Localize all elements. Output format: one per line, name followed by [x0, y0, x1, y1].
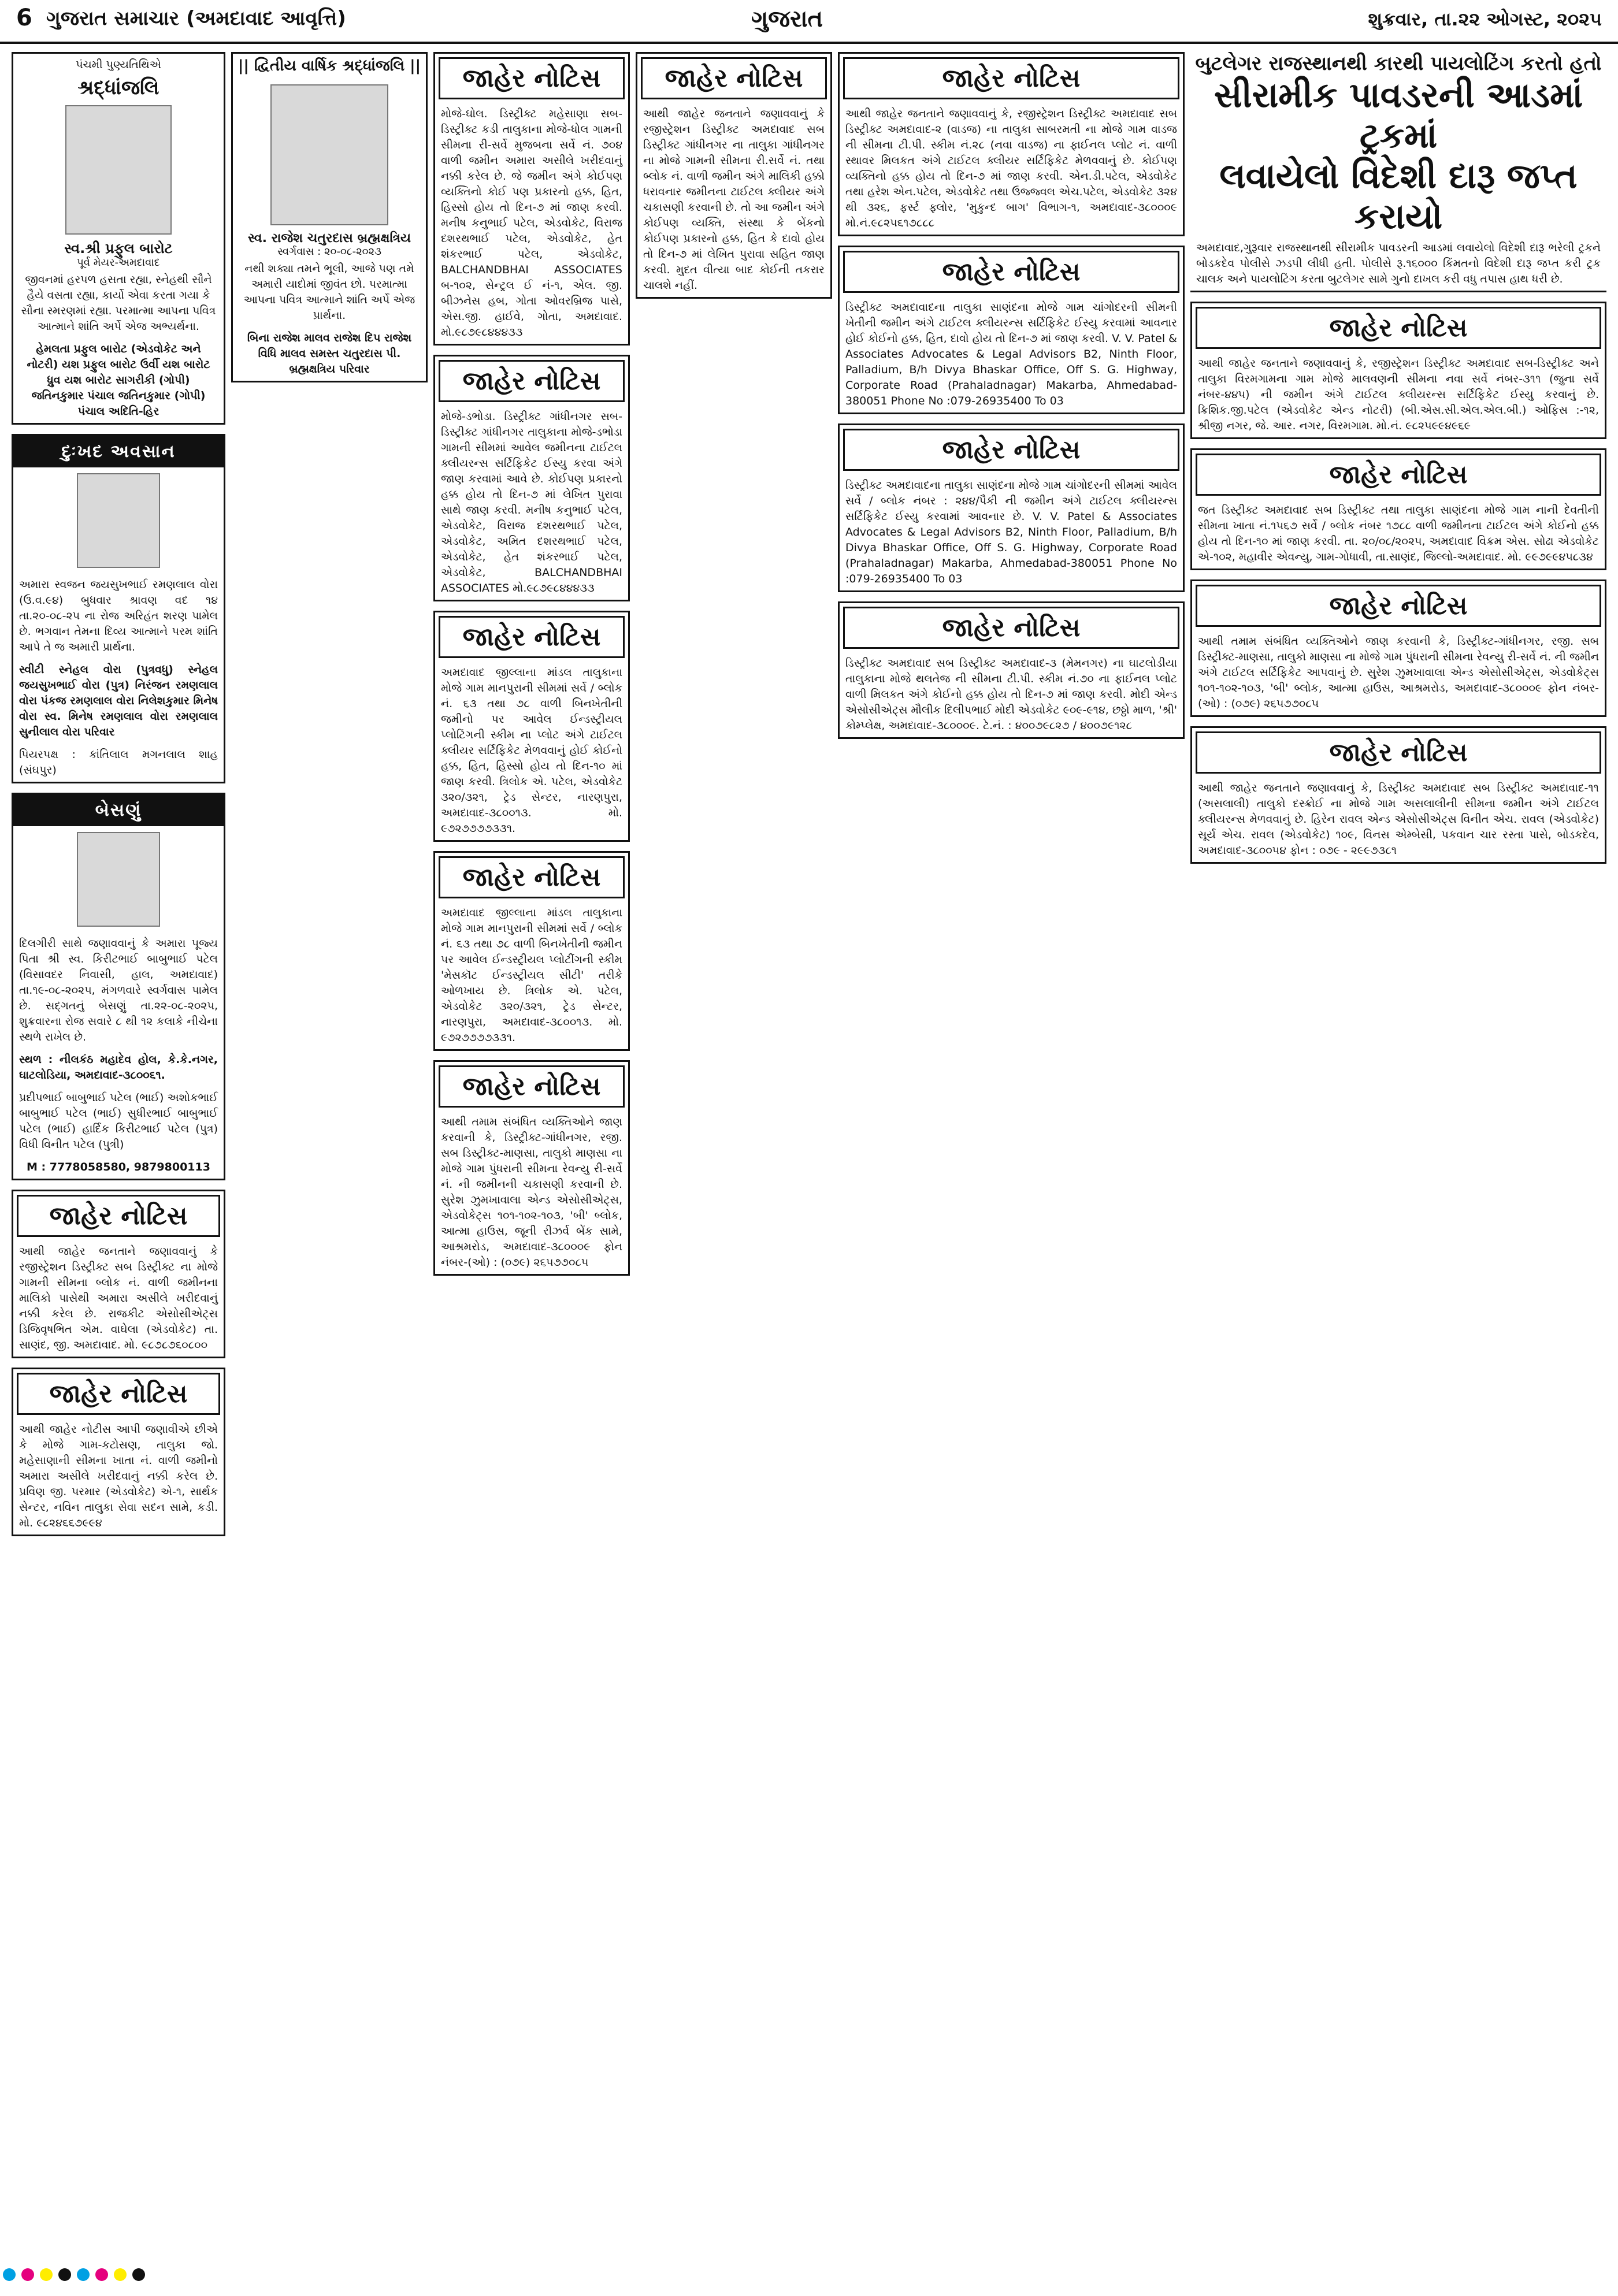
notice-box — [838, 52, 1185, 236]
portrait-photo — [65, 105, 172, 235]
registration-dot — [132, 2268, 145, 2281]
dukhad-title: દુઃખદ અવસાન — [13, 436, 224, 467]
dukhad-family: સ્વીટી સ્નેહલ વોરા (પુત્રવધુ) સ્નેહલ જયસુખભાઈ વોરા (પુત્ર) નિરંજન રમણલાલ વોરા પંકજ રમણલાલ વોરા નિલેશકુમાર મિનેષ વોરા સ્વ. મિનેષ રમણલાલ વોરા રમણલાલ સુનીલાલ વોરા પરિવાર — [19, 663, 218, 738]
notice-body: આથી જાહેર જનતાને જણાવવાનું કે રજીસ્ટ્રેશન ડિસ્ટ્રીક્ટ અમદાવાદ સબ ડિસ્ટ્રીક્ટ ગાંધીનગર ના તાલુકા ગાંધીનગર ના મોજે ગામની સીમના રી.સર્વે નં. તથા બ્લોક નં. વાળી જમીન અંગે માલિકી હક્કો ધરાવનાર જમીનના ટાઈટલ ક્લીયર અંગે ચકાસણી કરવાની છે. તો આ જમીન અંગે કોઈપણ વ્યક્તિ, સંસ્થા કે બેંકનો કોઈપણ પ્રકારનો હક્ક, હિત કે દાવો હોય તો દિન-૭ માં લેખિત પુરાવા સહિત જાણ કરવી. મુદત વીત્યા બાદ કોઈની તકરાર ચાલશે નહીં. — [643, 107, 825, 292]
headline-kicker: બુટલેગર રાજસ્થાનથી કારથી પાયલોટિંગ કરતો હતો — [1195, 52, 1602, 75]
shraddhanjali-poem: જીવનમાં હરપળ હસતા રહ્યા, સ્નેહથી સૌને હૈયે વસતા રહ્યા, કાર્યો એવા કરતા ગયા કે સૌના સ્મરણમાં રહ્યા. પરમાત્મા આપના પવિત્ર આત્માને શાંતિ અર્પે એજ અભ્યર્થના. — [21, 273, 216, 333]
dvitiya-poem: નથી શક્યા તમને ભૂલી, આજે પણ તમે અમારી યાદોમાં જીવંત છો. પરમાત્મા આપના પવિત્ર આત્માને શાંતિ અર્પે એજ પ્રાર્થના. — [243, 262, 415, 322]
dvitiya-name: સ્વ. રાજેશ ચતુરદાસ બ્રહ્મક્ષત્રિય — [247, 231, 411, 246]
news-story — [1190, 52, 1606, 292]
notice-title: જાહેર નોટિસ — [439, 360, 625, 402]
notice-title: જાહેર નોટિસ — [1196, 307, 1601, 349]
notice-title: જાહેર નોટિસ — [439, 856, 625, 898]
notice-title: જાહેર નોટિસ — [1196, 731, 1601, 774]
notice-title: જાહેર નોટિસ — [843, 607, 1179, 649]
column-4 — [636, 52, 832, 2247]
notice-title: જાહેર નોટિસ — [17, 1195, 220, 1237]
notice-box — [1190, 302, 1606, 439]
dvitiya-dates: સ્વર્ગવાસ : ૨૦-૦૮-૨૦૨૩ — [277, 246, 382, 258]
shraddhanjali-ad — [12, 52, 225, 425]
portrait-photo — [77, 473, 160, 568]
masthead — [0, 0, 1618, 44]
issue-date: શુક્રવાર, તા.૨૨ ઓગસ્ટ, ૨૦૨૫ — [1368, 8, 1602, 30]
notice-body: અમદાવાદ જીલ્લાના માંડલ તાલુકાના મોજે ગામ માનપુરાની સીમમાં સર્વે / બ્લોક નં. ૬૩ તથા ૭૮ વાળી બિનખેતીની જમીનો પર આવેલ ઈન્ડસ્ટ્રીયલ પ્લોટિંગની સ્કીમ ના પ્લોટ અંગે ટાઈટલ ક્લીયર સર્ટિફિકેટ મેળવવાનું હોઈ કોઈનો હક્ક, હિત, હિસ્સો હોય તો દિન-૧૦ માં જાણ કરવી. ત્રિલોક એ. પટેલ, એડવોકેટ ૩૨૦/૩૨૧, ટ્રેડ સેન્ટર, નારણપુરા, અમદાવાદ-૩૮૦૦૧૩. મો. ૯૭૨૭૭૭૭૩૩૧. — [441, 666, 622, 835]
notice-box — [838, 601, 1185, 739]
column-1 — [12, 52, 225, 2247]
notice-body: જત ડિસ્ટ્રીક્ટ અમદાવાદ સબ ડિસ્ટ્રીક્ટ તથા તાલુકા સાણંદના મોજે ગામ નાની દેવતીની સીમના ખાતા નં.૧૫૬૭ સર્વે / બ્લોક નંબર ૧૭૮૮ વાળી જમીનના ટાઈટલ અંગે કોઈનો હક્ક હોય તો દિન-૧૦ માં જાણ કરવી. તા. ૨૦/૦૮/૨૦૨૫, અમદાવાદ વિક્રમ એસ. સોઢા એડવોકેટ એ-૧૦૨, મહાવીર એવન્યુ, ગામ-ગોધાવી, તા.સાણંદ, જિલ્લો-અમદાવાદ. મો. ૯૯૭૯૯૪૫૮૩૪ — [1198, 504, 1599, 563]
registration-dot — [77, 2268, 90, 2281]
notice-title: જાહેર નોટિસ — [843, 251, 1179, 293]
besnu-mobile: M : 7778058580, 9879800113 — [27, 1161, 210, 1173]
registration-dot — [95, 2268, 108, 2281]
section-title: ગુજરાત — [751, 6, 823, 32]
column-5 — [838, 52, 1185, 2247]
notice-body: આથી જાહેર નોટીસ આપી જણાવીએ છીએ કે મોજે ગામ-કટોસણ, તાલુકા જો. મહેસાણાની સીમના ખાતા નં. વાળી જમીનો અમારા અસીલે ખરીદવાનું નક્કી કરેલ છે. પ્રવિણ જી. પરમાર (એડવોકેટ) એ-૧, સાર્થક સેન્ટર, નવિન તાલુકા સેવા સદન સામે, કડી. મો. ૯૮૨૪૬૬૭૯૯૪ — [19, 1423, 218, 1529]
notice-title: જાહેર નોટિસ — [1196, 454, 1601, 496]
notice-box — [433, 355, 630, 601]
notice-title: જાહેર નોટિસ — [843, 429, 1179, 471]
notice-box — [12, 1190, 225, 1358]
notice-title: જાહેર નોટિસ — [439, 57, 625, 99]
notice-body: ડિસ્ટ્રીક્ટ અમદાવાદ સબ ડિસ્ટ્રીક્ટ અમદાવાદ-૩ (મેમનગર) ના ઘાટલોડીયા તાલુકાના મોજે થલતેજ ની સીમના ટી.પી. સ્કીમ નં.૭૦ ના ફાઈનલ પ્લોટ વાળી મિલકત અંગે કોઈનો હક્ક હોય તો દિન-૭ માં જાણ કરવી. મોદી એન્ડ એસોસીએટ્સ મૌલીક દિલીપભાઈ મોદી એડવોકેટ ૯૦૯-૯૧૪, છઠ્ઠો માળ, 'શ્રી' કોમ્પ્લેક્ષ, અમદાવાદ-૩૮૦૦૦૯. ટે.નં. : ૪૦૦૭૯૮૨૭ / ૪૦૦૭૯૧૨૮ — [845, 657, 1177, 732]
notice-body: આથી જાહેર જનતાને જણાવવાનું કે, ડિસ્ટ્રીક્ટ અમદાવાદ સબ ડિસ્ટ્રીક્ટ અમદાવાદ-૧૧ (અસલાલી) તાલુકો દસ્ક્રોઈ ના મોજે ગામ અસલાલીની સીમના જમીન અંગે ટાઈટલ ક્લીયરન્સ મેળવવાનું છે. હિરેન રાવલ એન્ડ એસોસીએટ્સ વિનીત એચ. રાવલ (એડવોકેટ) સૂર્ય એચ. રાવલ (એડવોકેટ) ૧૦૯, વિનસ એમ્બેસી, પકવાન ચાર રસ્તા પાસે, બોડકદેવ, અમદાવાદ-૩૮૦૦૫૪ ફોન : ૦૭૯ - ૨૯૯૭૩૮૧ — [1198, 782, 1599, 857]
besnu-text: દિલગીરી સાથે જણાવવાનું કે અમારા પૂજ્ય પિતા શ્રી સ્વ. કિરીટભાઈ બાબુભાઈ પટેલ (વિસાવદર નિવાસી, હાલ, અમદાવાદ) તા.૧૯-૦૮-૨૦૨૫, મંગળવારે સ્વર્ગવાસ પામેલ છે. સદ્‌ગતનું બેસણું તા.૨૨-૦૮-૨૦૨૫, શુક્રવારના રોજ સવારે ૮ થી ૧૨ કલાકે નીચેના સ્થળે રાખેલ છે. — [19, 937, 218, 1043]
notice-box — [1190, 726, 1606, 864]
notice-body: મોજે-ઘોલ. ડિસ્ટ્રીક્ટ મહેસાણા સબ-ડિસ્ટ્રીક્ટ કડી તાલુકાના મોજે-ધોલ ગામની સીમના રી-સર્વે મુજબના સર્વે નં. ૭૦૪ વાળી જમીન અમારા અસીલે ખરીદવાનું નક્કી કરેલ છે. જે જમીન અંગે કોઈપણ વ્યક્તિનો કોઈ પણ પ્રકારનો હક્ક, હિત, હિસ્સો હોય તો દિન-૭ માં જાણ કરવી. મનીષ કનુભાઈ પટેલ, એડવોકેટ, વિરાજ દશરથભાઈ પટેલ, એડવોકેટ, હેત શંકરભાઈ પટેલ, એડવોકેટ, BALCHANDBHAI ASSOCIATES બ-૧૦૨, સેન્ટ્રલ ઈ નં-૧, એલ. જી. બીઝનેસ હબ, ગોતા ઓવરબ્રિજ પાસે, એસ.જી. હાઈવે, ગોતા, અમદાવાદ. મો.૯૮૭૯૮૪૪૪૩૩ — [441, 107, 622, 339]
notice-body: આથી જાહેર જનતાને જણાવવાનું કે રજીસ્ટ્રેશન ડિસ્ટ્રીક્ટ સબ ડિસ્ટ્રીક્ટ ના મોજે ગામની સીમના બ્લોક નં. વાળી જમીનના માલિકો પાસેથી અમારા અસીલે ખરીદવાનું નક્કી કરેલ છે. રાજકીટ એસોસીએટ્સ ડિજિવૃષભિત એમ. વાઘેલા (એડવોકેટ) તા. સાણંદ, જી. અમદાવાદ. મો. ૯૮૭૮૭૬૦૮૦૦ — [19, 1245, 218, 1351]
registration-dot — [114, 2268, 127, 2281]
registration-marks — [0, 2268, 1618, 2286]
notice-body: મોજે-ડભોડા. ડિસ્ટ્રીક્ટ ગાંધીનગર સબ-ડિસ્ટ્રીક્ટ ગાંધીનગર તાલુકાના મોજે-ડભોડા ગામની સીમમાં આવેલ જમીનના ટાઈટલ ક્લીયરન્સ સર્ટિફિકેટ ઈસ્યુ કરવા અંગે જાણ કરવામાં આવે છે. કોઈપણ પ્રકારનો હક્ક હોય તો દિન-૭ માં લેખિત પુરાવા સાથે જાણ કરવી. મનીષ કનુભાઈ પટેલ, એડવોકેટ, વિરાજ દશરથભાઈ પટેલ, એડવોકેટ, અમિત દશરથભાઈ પટેલ, એડવોકેટ, હેત શંકરભાઈ પટેલ, એડવોકેટ, BALCHANDBHAI ASSOCIATES મો.૯૮૭૯૮૪૪૪૩૩ — [441, 410, 622, 595]
notice-title: જાહેર નોટિસ — [439, 1065, 625, 1108]
registration-dot — [21, 2268, 34, 2281]
dvitiya-family: બિના રાજેશ માલવ રાજેશ દિપ રાજેશ વિધિ માલવ સમસ્ત ચતુરદાસ પી. બ્રહ્મક્ષત્રિય પરિવાર — [247, 332, 412, 376]
notice-box — [433, 851, 630, 1051]
dukhad-note: પિયરપક્ષ : કાંતિલાલ મગનલાલ શાહ (સંઘપુર) — [19, 748, 218, 777]
notice-title: જાહેર નોટિસ — [641, 57, 827, 99]
notice-title: જાહેર નોટિસ — [439, 616, 625, 658]
column-2 — [231, 52, 428, 2247]
notice-body: ડિસ્ટ્રીક્ટ અમદાવાદના તાલુકા સાણંદના મોજે ગામ ચાંગોદરની સીમમાં આવેલ સર્વે / બ્લોક નંબર : ૨૪૪/પૈકી ની જમીન અંગે ટાઈટલ ક્લીયરન્સ સર્ટિફિકેટ ઈસ્યુ કરવામાં આવનાર છે. V. V. Patel & Associates Advocates & Legal Advisors B2, Ninth Floor, Palladium, B/h Divya Bhaskar Office, Off S. G. Highway, Corporate Road (Prahaladnagar) Makarba, Ahmedabad-380051 Phone No :079-26935400 To 03 — [845, 479, 1177, 585]
portrait-photo — [77, 832, 160, 927]
notice-title: જાહેર નોટિસ — [843, 57, 1179, 99]
page-number: 6 — [16, 5, 32, 31]
headline-sub: લવાયેલો વિદેશી દારૂ જપ્ત કરાયો — [1219, 156, 1578, 237]
besnu-ad — [12, 793, 225, 1180]
besnu-title: બેસણું — [13, 794, 224, 826]
column-6 — [1190, 52, 1606, 2247]
notice-box — [838, 423, 1185, 592]
notice-box — [433, 611, 630, 842]
shraddhanjali-family: હેમલતા પ્રફુલ બારોટ (એડવોકેટ અને નોટરી) યશ પ્રફુલ બારોટ ઉર્વી યશ બારોટ ધ્રુવ યશ બારોટ સાગરીકી (ગોપી) જતિનકુમાર પંચાલ જતિનકુમાર (ગોપી) પંચાલ અદિતિ-હિર — [27, 343, 210, 418]
notice-body: આથી તમામ સંબંધિત વ્યક્તિઓને જાણ કરવાની કે, ડિસ્ટ્રીક્ટ-ગાંધીનગર, રજી. સબ ડિસ્ટ્રીક્ટ-માણસા, તાલુકો માણસા ના મોજે ગામ પુંધરાની સીમના રેવન્યુ રી-સર્વે નં. ની જમીન અંગે ટાઈટલ સર્ટિફિકેટ આપવાનું છે. સુરેશ ઝુમખાવાલા એન્ડ એસોસીએટ્સ, એડવોકેટ્સ ૧૦૧-૧૦૨-૧૦૩, 'બી' બ્લોક, આત્મા હાઉસ, આશ્રમરોડ, અમદાવાદ-૩૮૦૦૦૯ ફોન નંબર-(ઓ) : (૦૭૯) ૨૬૫૭૭૦૮૫ — [1198, 635, 1599, 710]
notice-box — [1190, 579, 1606, 717]
notice-body: અમદાવાદ જીલ્લાના માંડલ તાલુકાના મોજે ગામ માનપુરાની સીમમાં સર્વે / બ્લોક નં. ૬૩ તથા ૭૮ વાળી બિનખેતીની જમીન પર આવેલ ઈન્ડસ્ટ્રીયલ પ્લોટીંગની સ્કીમ 'મેસકૉટ ઈન્ડસ્ટ્રીયલ સીટી' તરીકે ઓળખાય છે. ત્રિલોક એ. પટેલ, એડવોકેટ ૩૨૦/૩૨૧, ટ્રેડ સેન્ટર, નારણપુરા, અમદાવાદ-૩૮૦૦૧૩. મો. ૯૭૨૭૭૭૭૩૩૧. — [441, 906, 622, 1044]
notice-body: આથી જાહેર જનતાને જણાવવાનું કે, રજીસ્ટ્રેશન ડિસ્ટ્રીક્ટ અમદાવાદ સબ-ડિસ્ટ્રીક્ટ અને તાલુકા વિરમગામના ગામ મોજે માલવણની સીમના નવા સર્વે નંબર-૩૧૧ (જુના સર્વે નંબર-૪૪૫) ની જમીન અંગે ટાઈટલ ક્લીયરન્સ સર્ટિફિકેટ ઈસ્યુ કરવાનું છે. ક્રિશિક.જી.પટેલ (એડવોકેટ એન્ડ નોટરી) (બી.એસ.સી.એલ.એલ.બી.) ઓફિસ :-૧૨, શ્રીજી નગર, જે. આર. નગર, વિરમગામ. મો.નં. ૯૮૨૫૯૯૪૯૬૯ — [1198, 357, 1599, 432]
dvitiya-title: || દ્વિતીય વાર્ષિક શ્રદ્ધાંજલિ || — [237, 57, 421, 75]
besnu-family: પ્રદીપભાઈ બાબુભાઈ પટેલ (ભાઈ) અશોકભાઈ બાબુભાઈ પટેલ (ભાઈ) સુધીરભાઈ બાબુભાઈ પટેલ (ભાઈ) હાર્દિક કિરીટભાઈ પટેલ (પુત્ર) વિધી વિનીત પટેલ (પુત્રી) — [19, 1091, 218, 1151]
column-3 — [433, 52, 630, 2247]
notice-body: આથી તમામ સંબંધિત વ્યક્તિઓને જાણ કરવાની કે, ડિસ્ટ્રીક્ટ-ગાંધીનગર, રજી. સબ ડિસ્ટ્રીક્ટ-માણસા, તાલુકો માણસા ના મોજે ગામ પુંધરાની સીમના રેવન્યુ રી-સર્વે નં. ની જમીનની ચકાસણી કરવાની છે. સુરેશ ઝુમખાવાલા એન્ડ એસોસીએટ્સ, એડવોકેટ્સ ૧૦૧-૧૦૨-૧૦૩, 'બી' બ્લોક, આત્મા હાઉસ, જૂની રીઝર્વ બેંક સામે, આશ્રમરોડ, અમદાવાદ-૩૮૦૦૦૯ ફોન નંબર-(ઓ) : (૦૭૯) ૨૬૫૭૭૦૮૫ — [441, 1116, 622, 1269]
dukhad-text: અમારા સ્વજન જયસુખભાઈ રમણલાલ વોરા (ઉ.વ.૯૪) બુધવાર શ્રાવણ વદ ૧૪ તા.૨૦-૦૮-૨૫ ના રોજ અરિહંત શરણ પામેલ છે. ભગવાન તેમના દિવ્ય આત્માને પરમ શાંતિ આપે તે જ અમારી પ્રાર્થના. — [19, 578, 218, 653]
notice-box — [433, 52, 630, 345]
shraddhanjali-name: સ્વ.શ્રી પ્રફુલ બારોટ — [64, 240, 173, 257]
notice-box — [12, 1368, 225, 1536]
dukhad-ad — [12, 434, 225, 783]
news-body: અમદાવાદ,ગુરૂવાર રાજસ્થાનથી સીરામીક પાવડરની આડમાં લવાયેલો વિદેશી દારૂ ભરેલી ટ્રકને બોડકદેવ પોલીસે ઝડપી લીધી હતી. પોલીસે રૂ.૧૬૦૦૦ કિંમતનો વિદેશી દારૂ જપ્ત કરી ટ્રક ચાલક અને પાયલોટિંગ કરતા બુટલેગર સામે ગુનો દાખલ કરી વધુ તપાસ હાથ ધરી છે. — [1196, 242, 1601, 285]
notice-title: જાહેર નોટિસ — [1196, 585, 1601, 627]
besnu-venue: સ્થળ : નીલકંઠ મહાદેવ હોલ, કે.કે.નગર, ઘાટલોડિયા, અમદાવાદ-૩૮૦૦૬૧. — [19, 1053, 218, 1082]
notice-box — [838, 246, 1185, 414]
notice-body: ડિસ્ટ્રીક્ટ અમદાવાદના તાલુકા સાણંદના મોજે ગામ ચાંગોદરની સીમની ખેતીની જમીન અંગે ટાઈટલ ક્લીયરન્સ સર્ટિફિકેટ ઈસ્યુ કરવામાં આવનાર હોઈ કોઈનો હક્ક, હિત, દાવો હોય તો દિન-૭ માં જાણ કરવી. V. V. Patel & Associates Advocates & Legal Advisors B2, Ninth Floor, Palladium, B/h Divya Bhaskar Office, Off S. G. Highway, Corporate Road (Prahaladnagar) Makarba, Ahmedabad-380051 Phone No :079-26935400 To 03 — [845, 301, 1177, 407]
registration-dot — [3, 2268, 16, 2281]
shraddhanjali-title: શ્રદ્ધાંજલિ — [77, 76, 159, 99]
headline-main: સીરામીક પાવડરની આડમાં ટ્રકમાં — [1214, 75, 1583, 156]
portrait-photo — [270, 84, 388, 225]
shraddhanjali-subtitle: પંચમી પુણ્યતિથિએ — [76, 58, 161, 71]
notice-title: જાહેર નોટિસ — [17, 1373, 220, 1415]
notice-body: આથી જાહેર જનતાને જણાવવાનું કે, રજીસ્ટ્રેશન ડિસ્ટ્રીક્ટ અમદાવાદ સબ ડિસ્ટ્રીક્ટ અમદાવાદ-૨ (વાડજ) ના તાલુકા સાબરમતી ના મોજે ગામ વાડજ ની સીમના ટી.પી. સ્કીમ નં.૨૮ (નવા વાડજ) ના ફાઈનલ પ્લોટ નં. વાળી સ્થાવર મિલકત અંગે ટાઈટલ ક્લીયર સર્ટિફિકેટ મેળવવાનું છે. કોઈપણ વ્યક્તિનો હક્ક હોય તો દિન-૭ માં જાણ કરવી. એન.ડી.પટેલ, એડવોકેટ તથા હરેશ એન.પટેલ, એડવોકેટ તથા ઉજ્જ્વલ એચ.પટેલ, એડવોકેટ ૩૨૪ થી ૩૨૬, ફર્સ્ટ ફ્લોર, 'મુકુન્દ બાગ' વિભાગ-૧, અમદાવાદ-૩૮૦૦૦૯ મો.નં.૯૮૨૫૬૧૭૮૮૮ — [845, 107, 1177, 229]
paper-name: ગુજરાત સમાચાર (અમદાવાદ આવૃત્તિ) — [46, 7, 346, 30]
notice-box — [1190, 448, 1606, 570]
registration-dot — [40, 2268, 53, 2281]
registration-dot — [58, 2268, 71, 2281]
dvitiya-ad — [231, 52, 428, 382]
notice-box — [433, 1060, 630, 1276]
notice-box — [636, 52, 832, 299]
shraddhanjali-place: પૂર્વ મેયર-અમદાવાદ — [77, 257, 160, 269]
